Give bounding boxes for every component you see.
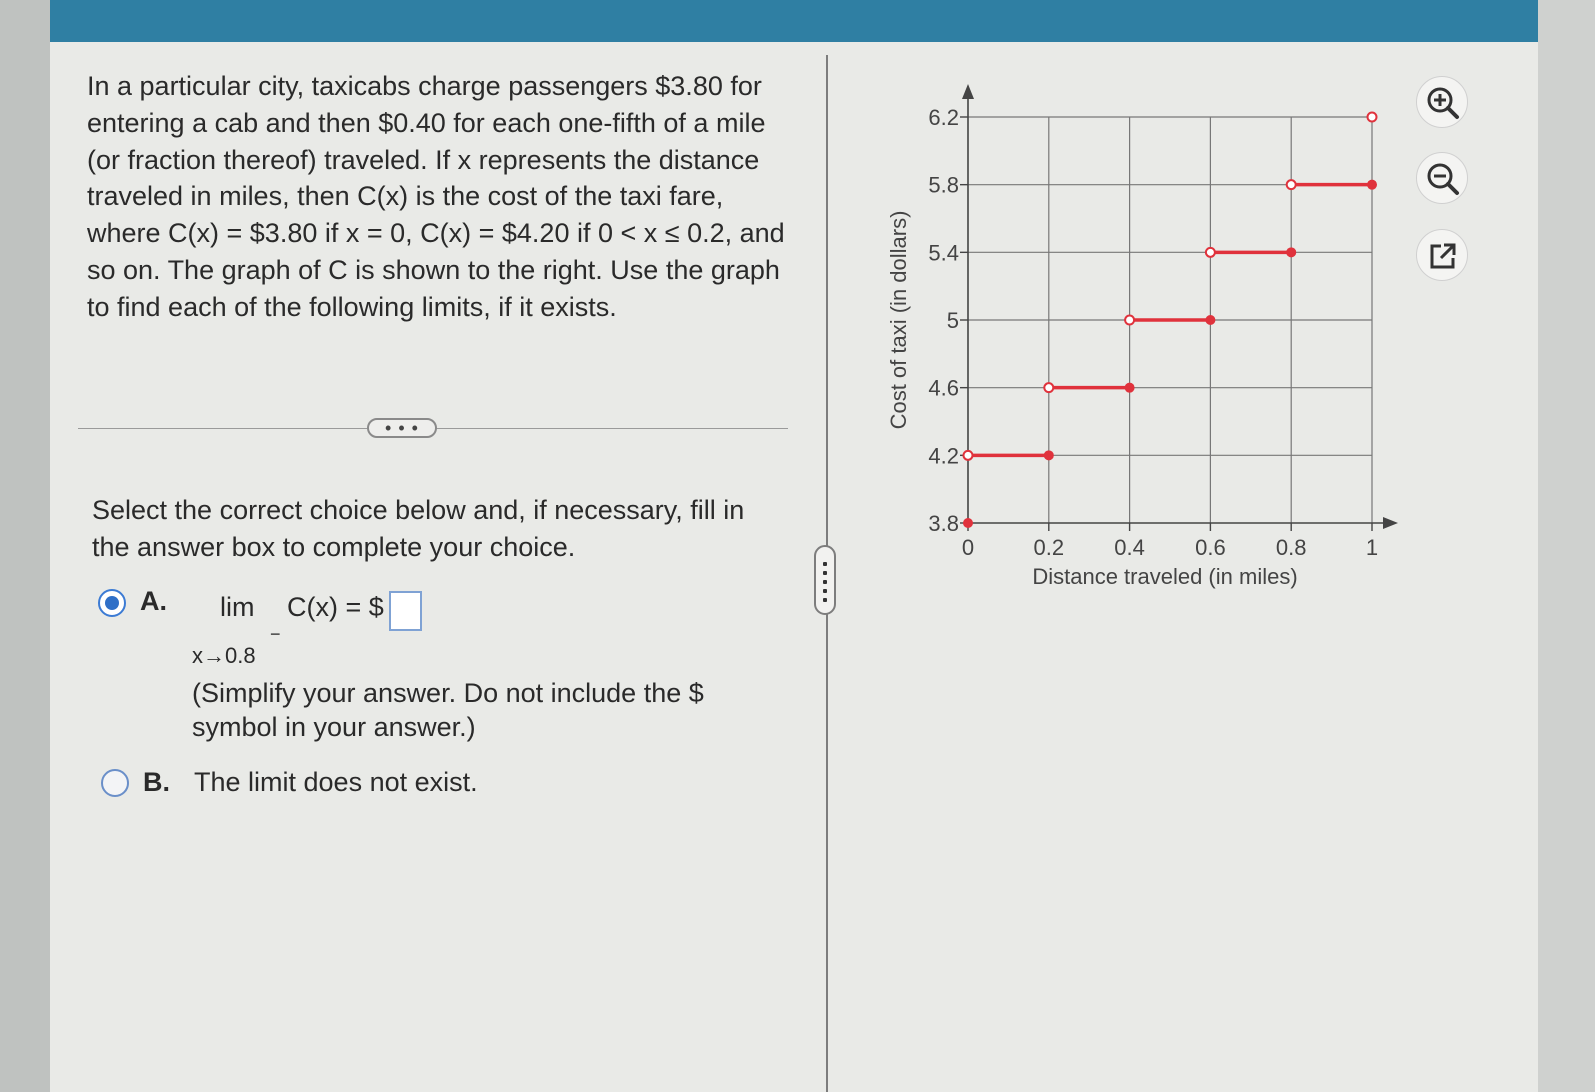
limit-operator: lim (220, 592, 255, 622)
closed-dot (1205, 315, 1215, 325)
closed-dot (963, 518, 973, 528)
y-tick-label: 3.8 (928, 511, 959, 536)
y-tick-label: 5.8 (928, 172, 959, 198)
open-dot (1206, 248, 1215, 257)
external-link-icon (1417, 230, 1469, 282)
x-tick-label: 0.4 (1114, 535, 1145, 560)
closed-dot (1367, 180, 1377, 190)
y-tick-label: 5.4 (928, 240, 959, 266)
zoom-out-button[interactable] (1416, 152, 1468, 204)
x-tick-label: 0 (961, 535, 975, 560)
graph-tick-labels (928, 105, 1378, 560)
x-tick-label: 0.2 (1033, 535, 1065, 560)
problem-paragraph: In a particular city, taxicabs charge passengers $3.80 for entering a cab and then $0.40 for each one-fifth of a mile (or fraction thereof) traveled. If x represents the distance traveled in miles, then C(x) is the cost of the taxi fare, where C(x) = $3.80 if x = 0, C(x) = $4.20 if 0 < x ≤ 0.2, and so on. The graph of C is shown to the right. Use the graph to find each of the following limits, if it exists. (87, 71, 785, 322)
open-dot (1125, 316, 1134, 325)
closed-dot (1044, 450, 1054, 460)
open-dot (1368, 113, 1377, 122)
zoom-in-icon (1417, 77, 1469, 129)
open-dot (1287, 180, 1296, 189)
x-tick-label: 1 (1365, 535, 1379, 560)
y-tick-label: 4.2 (928, 443, 959, 469)
graph-axes (960, 84, 1398, 531)
limit-subscript: x→0.8 (192, 643, 256, 668)
y-axis-label: Cost of taxi (in dollars) (886, 210, 911, 430)
popout-button[interactable] (1416, 229, 1468, 281)
y-tick-label: 6.2 (928, 105, 959, 130)
open-dot (1044, 383, 1053, 392)
limit-left-superscript: − (270, 624, 281, 644)
zoom-out-icon (1417, 153, 1469, 205)
instruction-text: Select the correct choice below and, if necessary, fill in the answer box to complete your choice. (92, 495, 745, 562)
x-tick-label: 0.8 (1275, 535, 1307, 560)
y-tick-label: 5 (946, 308, 959, 333)
x-axis-label: Distance traveled (in miles) (1032, 564, 1298, 589)
choice-a-letter: A. (140, 586, 167, 616)
choice-b-letter: B. (143, 767, 170, 797)
y-tick-label: 4.6 (928, 375, 959, 401)
choice-b-text: The limit does not exist. (194, 767, 478, 797)
open-dot (964, 451, 973, 460)
x-tick-label: 0.6 (1195, 535, 1226, 560)
y-axis-arrow (962, 84, 974, 99)
closed-dot (1286, 247, 1296, 257)
limit-expression: C(x) = $ (287, 592, 384, 622)
answer-hint: (Simplify your answer. Do not include the $ symbol in your answer.) (192, 678, 704, 742)
closed-dot (1125, 383, 1135, 393)
x-axis-arrow (1383, 517, 1398, 529)
zoom-in-button[interactable] (1416, 76, 1468, 128)
expand-button[interactable]: • • • (367, 418, 437, 438)
